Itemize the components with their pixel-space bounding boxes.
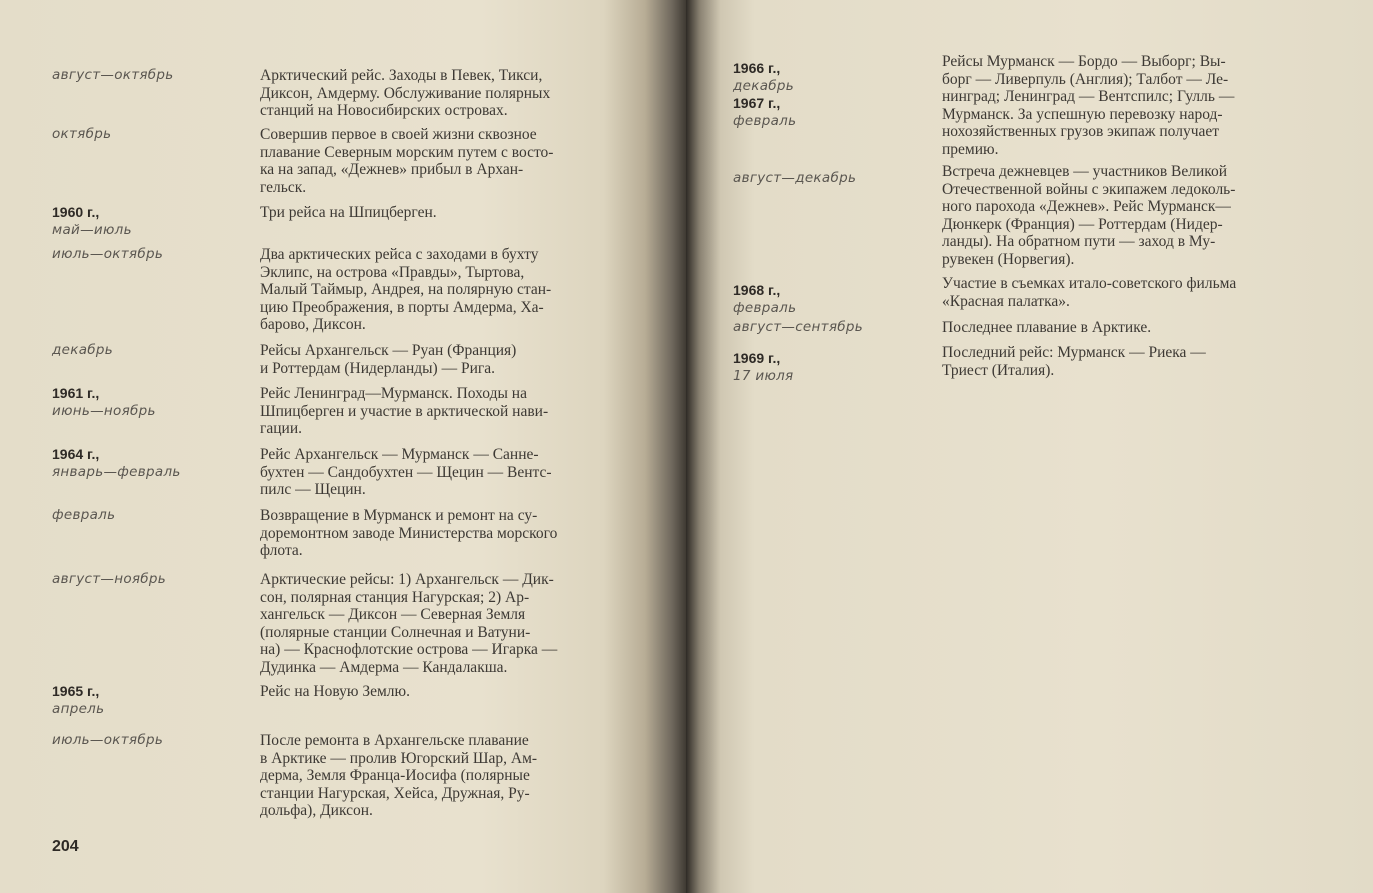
entry-date	[733, 53, 942, 130]
entry-date	[52, 683, 260, 718]
entry-year: 1966 г.,	[733, 60, 781, 76]
entry-text: Возвращение в Мурманск и ремонт на су- доремонтном заводе Министерства морского флота.	[260, 507, 558, 560]
chronology-entry	[52, 67, 550, 120]
left-page	[0, 0, 686, 893]
entry-text: Последнее плавание в Арктике.	[942, 319, 1152, 336]
entry-period: май—июль	[52, 221, 132, 238]
chronology-entry	[52, 446, 552, 499]
entry-text: Рейс Ленинград—Мурманск. Походы на Шпицберген и участие в арктической нави- гации.	[260, 385, 549, 438]
entry-period: август—декабрь	[733, 170, 857, 186]
entry-period: август—сентябрь	[733, 319, 863, 335]
entry-date	[733, 319, 942, 337]
chronology-entry	[733, 344, 1206, 385]
chronology-entry	[733, 275, 1236, 317]
entry-period: февраль	[733, 112, 797, 129]
chronology-entry	[733, 163, 1235, 269]
entry-date	[733, 163, 942, 188]
entry-period: декабрь	[733, 77, 795, 94]
entry-date	[733, 275, 942, 317]
entry-period: декабрь	[52, 342, 114, 358]
entry-period: февраль	[733, 299, 797, 316]
entry-text: Рейс на Новую Землю.	[260, 683, 410, 700]
entry-text: Три рейса на Шпицберген.	[260, 204, 437, 221]
entry-period: июль—октябрь	[52, 246, 164, 262]
entry-period: февраль	[52, 507, 116, 523]
entry-date	[52, 126, 260, 144]
entry-period: август—октябрь	[52, 67, 174, 83]
entry-text: Встреча дежневцев — участников Великой Отечественной войны с экипажем ледоколь- ного парохода «Дежнев». Рейс Мурманск— Дюнкерк (Франция) — Роттердам (Нидер- ланды). На обратном пути — заход в Му- рувекен (Норвегия).	[942, 163, 1236, 268]
entry-period: октябрь	[52, 126, 112, 142]
entry-year: 1969 г.,	[733, 350, 781, 366]
entry-period: июль—октябрь	[52, 732, 164, 748]
chronology-entry	[733, 53, 1234, 159]
entry-year: 1968 г.,	[733, 282, 781, 298]
entry-text: Арктические рейсы: 1) Архангельск — Дик- сон, полярная станция Нагурская; 2) Ар- хангельск — Диксон — Северная Земля (полярные станции Солнечная и Ватуни- на) — Краснофлотские острова — Игарка — Дудинка — Амдерма — Кандалакша.	[260, 571, 558, 676]
entry-text: Последний рейс: Мурманск — Риека — Триест (Италия).	[942, 344, 1206, 379]
entry-year: 1960 г.,	[52, 204, 100, 220]
entry-period: август—ноябрь	[52, 571, 167, 587]
entry-date	[52, 507, 260, 525]
entry-date	[733, 344, 942, 385]
entry-year: 1964 г.,	[52, 446, 100, 462]
chronology-entry	[52, 571, 557, 677]
chronology-entry	[52, 385, 548, 438]
chronology-entry	[733, 319, 1151, 337]
entry-date	[52, 246, 260, 264]
entry-text: Арктический рейс. Заходы в Певек, Тикси, Диксон, Амдерму. Обслуживание полярных станций на Новосибирских островах.	[260, 67, 551, 120]
entry-text: Совершив первое в своей жизни сквозное плавание Северным морским путем с восто- ка на запад, «Дежнев» прибыл в Архан- гельск.	[260, 126, 554, 196]
chronology-entry	[52, 732, 537, 820]
entry-text: Рейсы Архангельск — Руан (Франция) и Роттердам (Нидерланды) — Рига.	[260, 342, 517, 377]
page-number: 204	[52, 838, 79, 855]
chronology-entry	[52, 342, 516, 377]
entry-date	[52, 732, 260, 750]
entry-year: 1961 г.,	[52, 385, 100, 401]
entry-date	[52, 67, 260, 85]
entry-text: Участие в съемках итало-советского фильма «Красная палатка».	[942, 275, 1237, 310]
entry-text: После ремонта в Архангельске плавание в Арктике — пролив Югорский Шар, Ам- дерма, Земля Франца-Иосифа (полярные станции Нагурская, Хейса, Дружная, Ру- дольфа), Диксон.	[260, 732, 538, 820]
entry-period: апрель	[52, 700, 105, 717]
entry-date	[52, 446, 260, 481]
entry-period: январь—февраль	[52, 463, 181, 480]
entry-date	[52, 342, 260, 360]
chronology-entry	[52, 126, 553, 196]
entry-date	[52, 571, 260, 589]
entry-text: Рейсы Мурманск — Бордо — Выборг; Вы- борг — Ливерпуль (Англия); Талбот — Ле- нинград; Ленинград — Вентспилс; Гулль — Мурманск. За успешную перевозку народ- нохозяйственных грузов экипаж получает премию.	[942, 53, 1235, 158]
entry-year: 1967 г.,	[733, 95, 781, 111]
chronology-entry	[52, 204, 437, 239]
entry-text: Два арктических рейса с заходами в бухту Эклипс, на острова «Правды», Тыртова, Малый Таймыр, Андрея, на полярную стан- цию Преображения, в порты Амдерма, Ха- барово, Диксон.	[260, 246, 552, 334]
entry-period: июнь—ноябрь	[52, 402, 156, 419]
entry-text: Рейс Архангельск — Мурманск — Санне- бухтен — Сандобухтен — Щецин — Вентс- пилс — Щецин.	[260, 446, 552, 499]
chronology-entry	[52, 683, 410, 718]
entry-year: 1965 г.,	[52, 683, 100, 699]
entry-period: 17 июля	[733, 367, 794, 384]
right-page	[686, 0, 1373, 893]
chronology-entry	[52, 507, 557, 560]
entry-date	[52, 204, 260, 239]
chronology-entry	[52, 246, 551, 334]
entry-date	[52, 385, 260, 420]
